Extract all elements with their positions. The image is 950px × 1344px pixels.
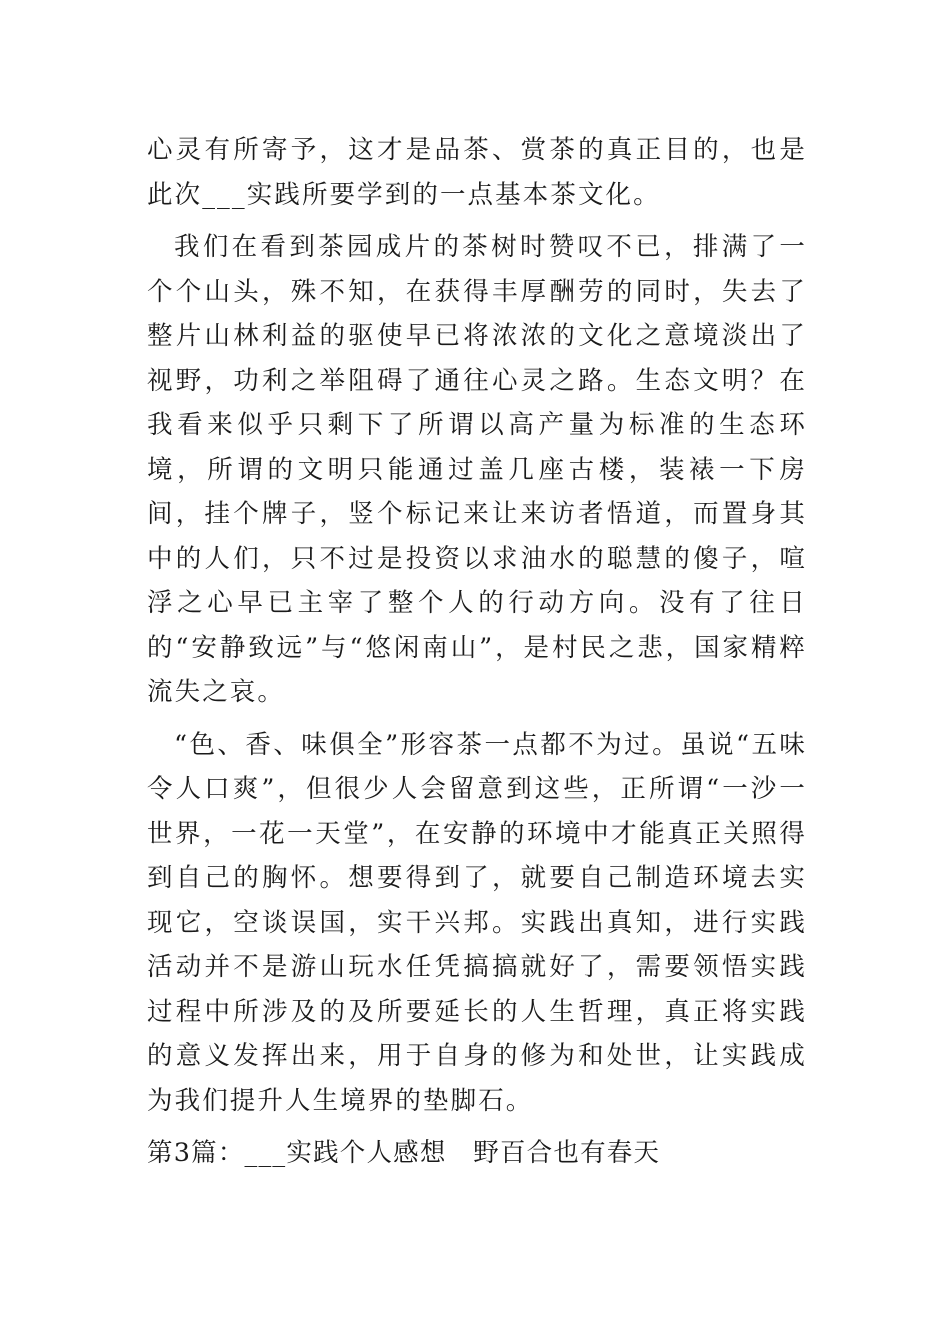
section-heading: 第3篇：___实践个人感想 野百合也有春天 [147,1138,661,1168]
document-page [147,128,807,1176]
paragraph-tea-garden: 我们在看到茶园成片的茶树时赞叹不已，排满了一个个山头，殊不知，在获得丰厚酬劳的同时，失去了整片山林利益的驱使早已将浓浓的文化之意境淡出了视野，功利之举阻碍了通往心灵之路。生态文明？在我看来似乎只剩下了所谓以高产量为标准的生态环境，所谓的文明只能通过盖几座古楼，装裱一下房间，挂个牌子，竖个标记来让来访者悟道，而置身其中的人们，只不过是投资以求油水的聪慧的傻子，喧浮之心早已主宰了整个人的行动方向。没有了往日的“安静致远”与“悠闲南山”，是村民之悲，国家精粹流失之哀。 [147,232,807,707]
paragraph-color-aroma-taste: “色、香、味俱全”形容茶一点都不为过。虽说“五味令人口爽”，但很少人会留意到这些，正所谓“一沙一世界，一花一天堂”，在安静的环境中才能真正关照得到自己的胸怀。想要得到了，就要自己制造环境去实现它，空谈误国，实干兴邦。实践出真知，进行实践活动并不是游山玩水任凭搞搞就好了，需要领悟实践过程中所涉及的及所要延长的人生哲理，真正将实践的意义发挥出来，用于自身的修为和处世，让实践成为我们提升人生境界的垫脚石。 [147,729,807,1116]
paragraph-tea-culture: 心灵有所寄予，这才是品茶、赏茶的真正目的，也是此次___实践所要学到的一点基本茶文化。 [147,135,807,210]
